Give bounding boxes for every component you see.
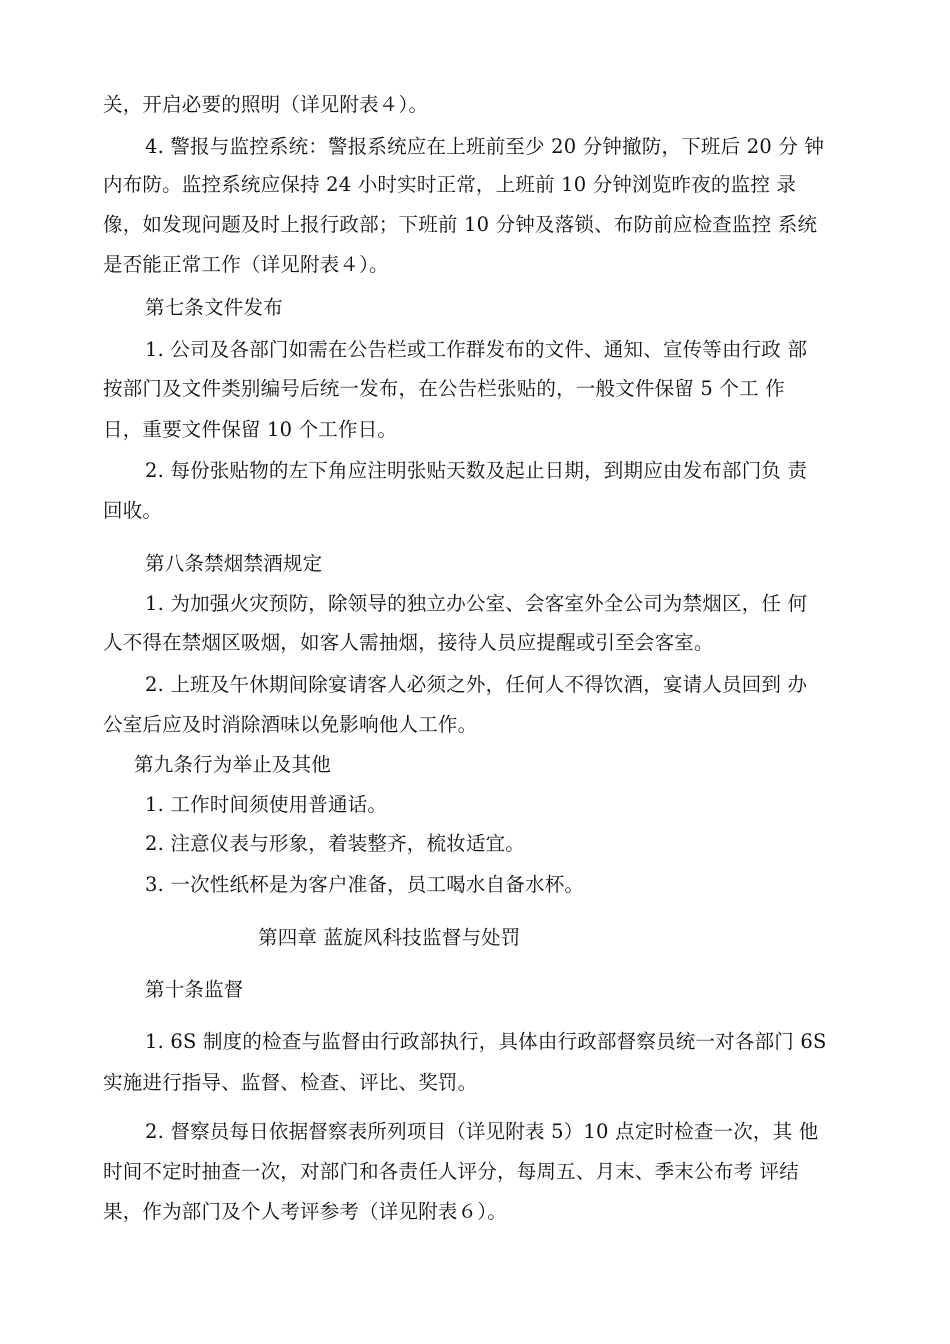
- text-line: 果，作为部门及个人考评参考（详见附表６）。: [103, 1200, 507, 1223]
- text-line: 1. 公司及各部门如需在公告栏或工作群发布的文件、通知、宣传等由行政 部: [145, 338, 808, 361]
- text-line: 回收。: [103, 499, 163, 522]
- section-heading: 第七条文件发布: [145, 296, 283, 319]
- section-heading: 第十条监督: [145, 978, 244, 1001]
- text-line: 内布防。监控系统应保持 24 小时实时正常，上班前 10 分钟浏览昨夜的监控 录: [103, 173, 797, 196]
- text-line: 2. 督察员每日依据督察表所列项目（详见附表 5）10 点定时检查一次，其 他: [145, 1120, 819, 1143]
- text-line: 3. 一次性纸杯是为客户准备，员工喝水自备水杯。: [145, 873, 585, 896]
- text-line: 日，重要文件保留 10 个工作日。: [103, 418, 398, 441]
- text-line: 1. 工作时间须使用普通话。: [145, 793, 388, 816]
- text-line: 关，开启必要的照明（详见附表４）。: [103, 93, 429, 116]
- text-line: 2. 上班及午休期间除宴请客人必须之外，任何人不得饮酒，宴请人员回到 办: [145, 673, 808, 696]
- text-line: 按部门及文件类别编号后统一发布，在公告栏张贴的，一般文件保留 5 个工 作: [103, 377, 785, 400]
- text-line: 2. 注意仪表与形象，着装整齐，梳妆适宜。: [145, 832, 526, 855]
- text-line: 4. 警报与监控系统：警报系统应在上班前至少 20 分钟撤防，下班后 20 分 钟: [145, 135, 825, 158]
- text-line: 是否能正常工作（详见附表４）。: [103, 253, 389, 276]
- text-line: 1. 为加强火灾预防，除领导的独立办公室、会客室外全公司为禁烟区，任 何: [145, 592, 808, 615]
- text-line: 实施进行指导、监督、检查、评比、奖罚。: [103, 1071, 478, 1094]
- section-heading: 第九条行为举止及其他: [134, 753, 332, 776]
- section-heading: 第八条禁烟禁酒规定: [145, 552, 323, 575]
- text-line: 人不得在禁烟区吸烟，如客人需抽烟，接待人员应提醒或引至会客室。: [103, 631, 714, 654]
- text-line: 时间不定时抽查一次，对部门和各责任人评分，每周五、月末、季末公布考 评结: [103, 1160, 799, 1183]
- text-line: 像，如发现问题及时上报行政部；下班前 10 分钟及落锁、布防前应检查监控 系统: [103, 213, 818, 236]
- chapter-heading: 第四章 蓝旋风科技监督与处罚: [258, 926, 521, 949]
- text-line: 公室后应及时消除酒味以免影响他人工作。: [103, 713, 478, 736]
- text-line: 1. 6S 制度的检查与监督由行政部执行，具体由行政部督察员统一对各部门 6S: [145, 1030, 827, 1053]
- text-line: 2. 每份张贴物的左下角应注明张贴天数及起止日期，到期应由发布部门负 责: [145, 459, 808, 482]
